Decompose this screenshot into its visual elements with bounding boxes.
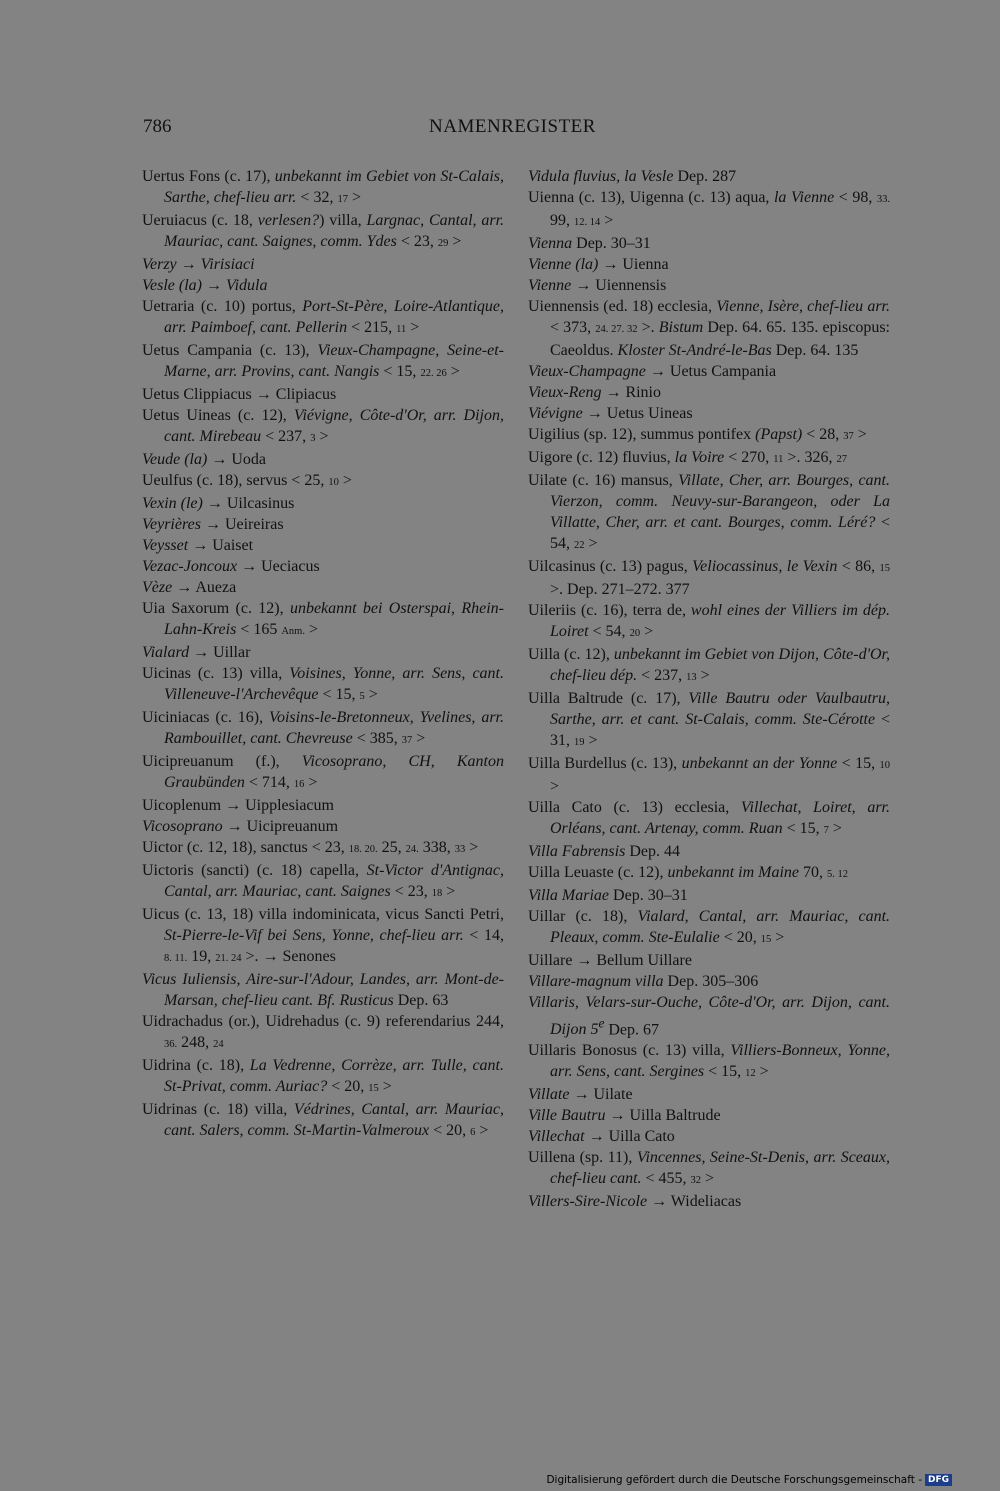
- index-entry: Uilla Baltrude (c. 17), Ville Bautru oder Vaulbautru, Sarthe, arr. et cant. St-Calais, comm. Ste-Cérotte < 31, 19 >: [528, 690, 890, 749]
- index-entry: Vienna Dep. 30–31: [528, 235, 651, 252]
- index-entry: Uidrinas (c. 18) villa, Védrines, Cantal, arr. Mauriac, cant. Salers, comm. St-Martin-Valmeroux < 20, 6 >: [142, 1101, 504, 1139]
- index-entry: Uileriis (c. 16), terra de, wohl eines der Villiers im dép. Loiret < 54, 20 >: [528, 602, 891, 640]
- index-entry: Uienna (c. 13), Uigenna (c. 13) aqua, la Vienne < 98, 33. 99, 12. 14 >: [528, 189, 890, 229]
- footer-credit-text: Digitalisierung gefördert durch die Deutsche Forschungsgemeinschaft -: [546, 1474, 922, 1486]
- index-entry: Uetus Clippiacus → Clipiacus: [142, 386, 337, 403]
- dfg-logo-icon: DFG: [925, 1474, 952, 1486]
- page-number: 786: [143, 116, 172, 137]
- index-entry: Uigilius (sp. 12), summus pontifex (Papst) < 28, 37 >: [528, 426, 867, 443]
- index-entry: Villate → Uilate: [528, 1086, 633, 1104]
- index-entry: Uicipreuanum (f.), Vicosoprano, CH, Kanton Graubünden < 714, 16 >: [142, 753, 504, 791]
- index-entry: Vienne → Uiennensis: [528, 277, 667, 294]
- index-entry: Uicus (c. 13, 18) villa indominicata, vicus Sancti Petri, St-Pierre-le-Vif bei Sens, Yonne, chef-lieu arr. < 14, 8. 11. 19, 21. 24 >. → Senones: [142, 906, 504, 965]
- index-entry: Uidrachadus (or.), Uidrehadus (c. 9) referendarius 244, 36. 248, 24: [142, 1013, 504, 1051]
- index-entry: Vicus Iuliensis, Aire-sur-l'Adour, Landes, arr. Mont-de-Marsan, chef-lieu cant. Bf. Rusticus Dep. 63: [142, 971, 504, 1009]
- index-entry: Uicoplenum → Uipplesiacum: [142, 797, 334, 814]
- index-entry: Uillare → Bellum Uillare: [528, 952, 692, 969]
- index-entry: Uicinas (c. 13) villa, Voisines, Yonne, arr. Sens, cant. Villeneuve-l'Archevêque < 15, 5 >: [142, 665, 504, 703]
- index-entry: Ville Bautru → Uilla Baltrude: [528, 1107, 721, 1125]
- index-entry: Uilla (c. 12), unbekannt im Gebiet von Dijon, Côte-d'Or, chef-lieu dép. < 237, 13 >: [528, 646, 891, 684]
- index-entry: Uillaris Bonosus (c. 13) villa, Villiers-Bonneux, Yonne, arr. Sens, cant. Sergines < 15, 12 >: [528, 1042, 890, 1081]
- index-entry: Uertus Fons (c. 17), unbekannt im Gebiet von St-Calais, Sarthe, chef-lieu arr. < 32, 17 >: [142, 168, 504, 206]
- index-entry: Uidrina (c. 18), La Vedrenne, Corrèze, arr. Tulle, cant. St-Privat, comm. Auriac? < 20, 15 >: [142, 1057, 505, 1095]
- index-entry: Uilate (c. 16) mansus, Villate, Cher, arr. Bourges, cant. Vierzon, comm. Neuvy-sur-Barangeon, oder La Villatte, Cher, arr. et cant. Bourges, comm. Léré? < 54, 22 >: [528, 472, 890, 552]
- index-entry: Uetus Campania (c. 13), Vieux-Champagne, Seine-et-Marne, arr. Provins, cant. Nangis < 15, 22. 26 >: [142, 342, 504, 380]
- index-entry: Veysset → Uaiset: [142, 537, 254, 554]
- index-entry: Uiciniacas (c. 16), Voisins-le-Bretonneux, Yvelines, arr. Rambouillet, cant. Chevreuse < 385, 37 >: [142, 709, 505, 747]
- index-entry: Uictoris (sancti) (c. 18) capella, St-Victor d'Antignac, Cantal, arr. Mauriac, cant. Saignes < 23, 18 >: [142, 862, 504, 900]
- index-entry: Ueulfus (c. 18), servus < 25, 10 >: [142, 472, 352, 489]
- index-entry: Villechat → Uilla Cato: [528, 1128, 675, 1146]
- index-entry: Uilla Leuaste (c. 12), unbekannt im Maine 70, 5. 12: [528, 864, 849, 881]
- index-entry: Viévigne → Uetus Uineas: [528, 405, 693, 422]
- index-entry: Vidula fluvius, la Vesle Dep. 287: [528, 168, 737, 185]
- index-entry: Veyrières → Ueireiras: [142, 516, 284, 533]
- index-entry: Uetraria (c. 10) portus, Port-St-Père, Loire-Atlantique, arr. Paimboef, cant. Pellerin < 215, 11 >: [142, 298, 505, 336]
- index-entry: Vieux-Champagne → Uetus Campania: [528, 363, 777, 380]
- index-column-right: [528, 166, 890, 1212]
- index-entry: Vialard → Uillar: [142, 644, 251, 661]
- index-entry: Uictor (c. 12, 18), sanctus < 23, 18. 20. 25, 24. 338, 33 >: [142, 839, 479, 856]
- index-entry: Uia Saxorum (c. 12), unbekannt bei Osterspai, Rhein-Lahn-Kreis < 165 Anm. >: [142, 600, 504, 638]
- index-entry: Veude (la) → Uoda: [142, 451, 266, 468]
- running-head: NAMENREGISTER: [429, 116, 596, 137]
- index-entry: Verzy → Virisiaci: [142, 256, 255, 273]
- index-entry: Vicosoprano → Uicipreuanum: [142, 818, 339, 835]
- index-entry: Villaris, Velars-sur-Ouche, Côte-d'Or, arr. Dijon, cant. Dijon 5e Dep. 67: [528, 994, 890, 1039]
- index-entry: Uillena (sp. 11), Vincennes, Seine-St-Denis, arr. Sceaux, chef-lieu cant. < 455, 32 >: [528, 1149, 890, 1188]
- index-entry: Villare-magnum villa Dep. 305–306: [528, 973, 759, 990]
- index-entry: Vienne (la) → Uienna: [528, 256, 669, 273]
- index-column-left: [142, 166, 504, 1143]
- index-entry: Uilcasinus (c. 13) pagus, Veliocassinus, le Vexin < 86, 15 >. Dep. 271–272. 377: [528, 558, 890, 598]
- index-entry: Vesle (la) → Vidula: [142, 277, 268, 294]
- index-entry: Vieux-Reng → Rinio: [528, 384, 661, 401]
- index-entry: Uilla Cato (c. 13) ecclesia, Villechat, Loiret, arr. Orléans, cant. Artenay, comm. Ruan < 15, 7 >: [528, 799, 891, 837]
- index-entry: Uetus Uineas (c. 12), Viévigne, Côte-d'Or, arr. Dijon, cant. Mirebeau < 237, 3 >: [142, 407, 504, 445]
- index-entry: Uillar (c. 18), Vialard, Cantal, arr. Mauriac, cant. Pleaux, comm. Ste-Eulalie < 20, 15 >: [528, 908, 891, 946]
- index-entry: Villa Mariae Dep. 30–31: [528, 887, 688, 904]
- index-entry: Vèze → Aueza: [142, 579, 237, 596]
- index-entry: Villers-Sire-Nicole → Wideliacas: [528, 1193, 742, 1211]
- index-entry: Uilla Burdellus (c. 13), unbekannt an der Yonne < 15, 10 >: [528, 755, 890, 795]
- index-entry: Villa Fabrensis Dep. 44: [528, 843, 680, 860]
- footer-credit: [546, 1474, 952, 1486]
- index-entry: Vexin (le) → Uilcasinus: [142, 495, 295, 512]
- index-entry: Ueruiacus (c. 18, verlesen?) villa, Largnac, Cantal, arr. Mauriac, cant. Saignes, comm. Ydes < 23, 29 >: [142, 212, 505, 250]
- index-entry: Uigore (c. 12) fluvius, la Voire < 270, 11 >. 326, 27: [528, 449, 847, 466]
- index-entry: Uiennensis (ed. 18) ecclesia, Vienne, Isère, chef-lieu arr. < 373, 24. 27. 32 >. Bistum Dep. 64. 65. 135. episcopus: Caeoldus. Kloster St-André-le-Bas Dep. 64. 135: [528, 298, 891, 359]
- index-entry: Vezac-Joncoux → Ueciacus: [142, 558, 320, 575]
